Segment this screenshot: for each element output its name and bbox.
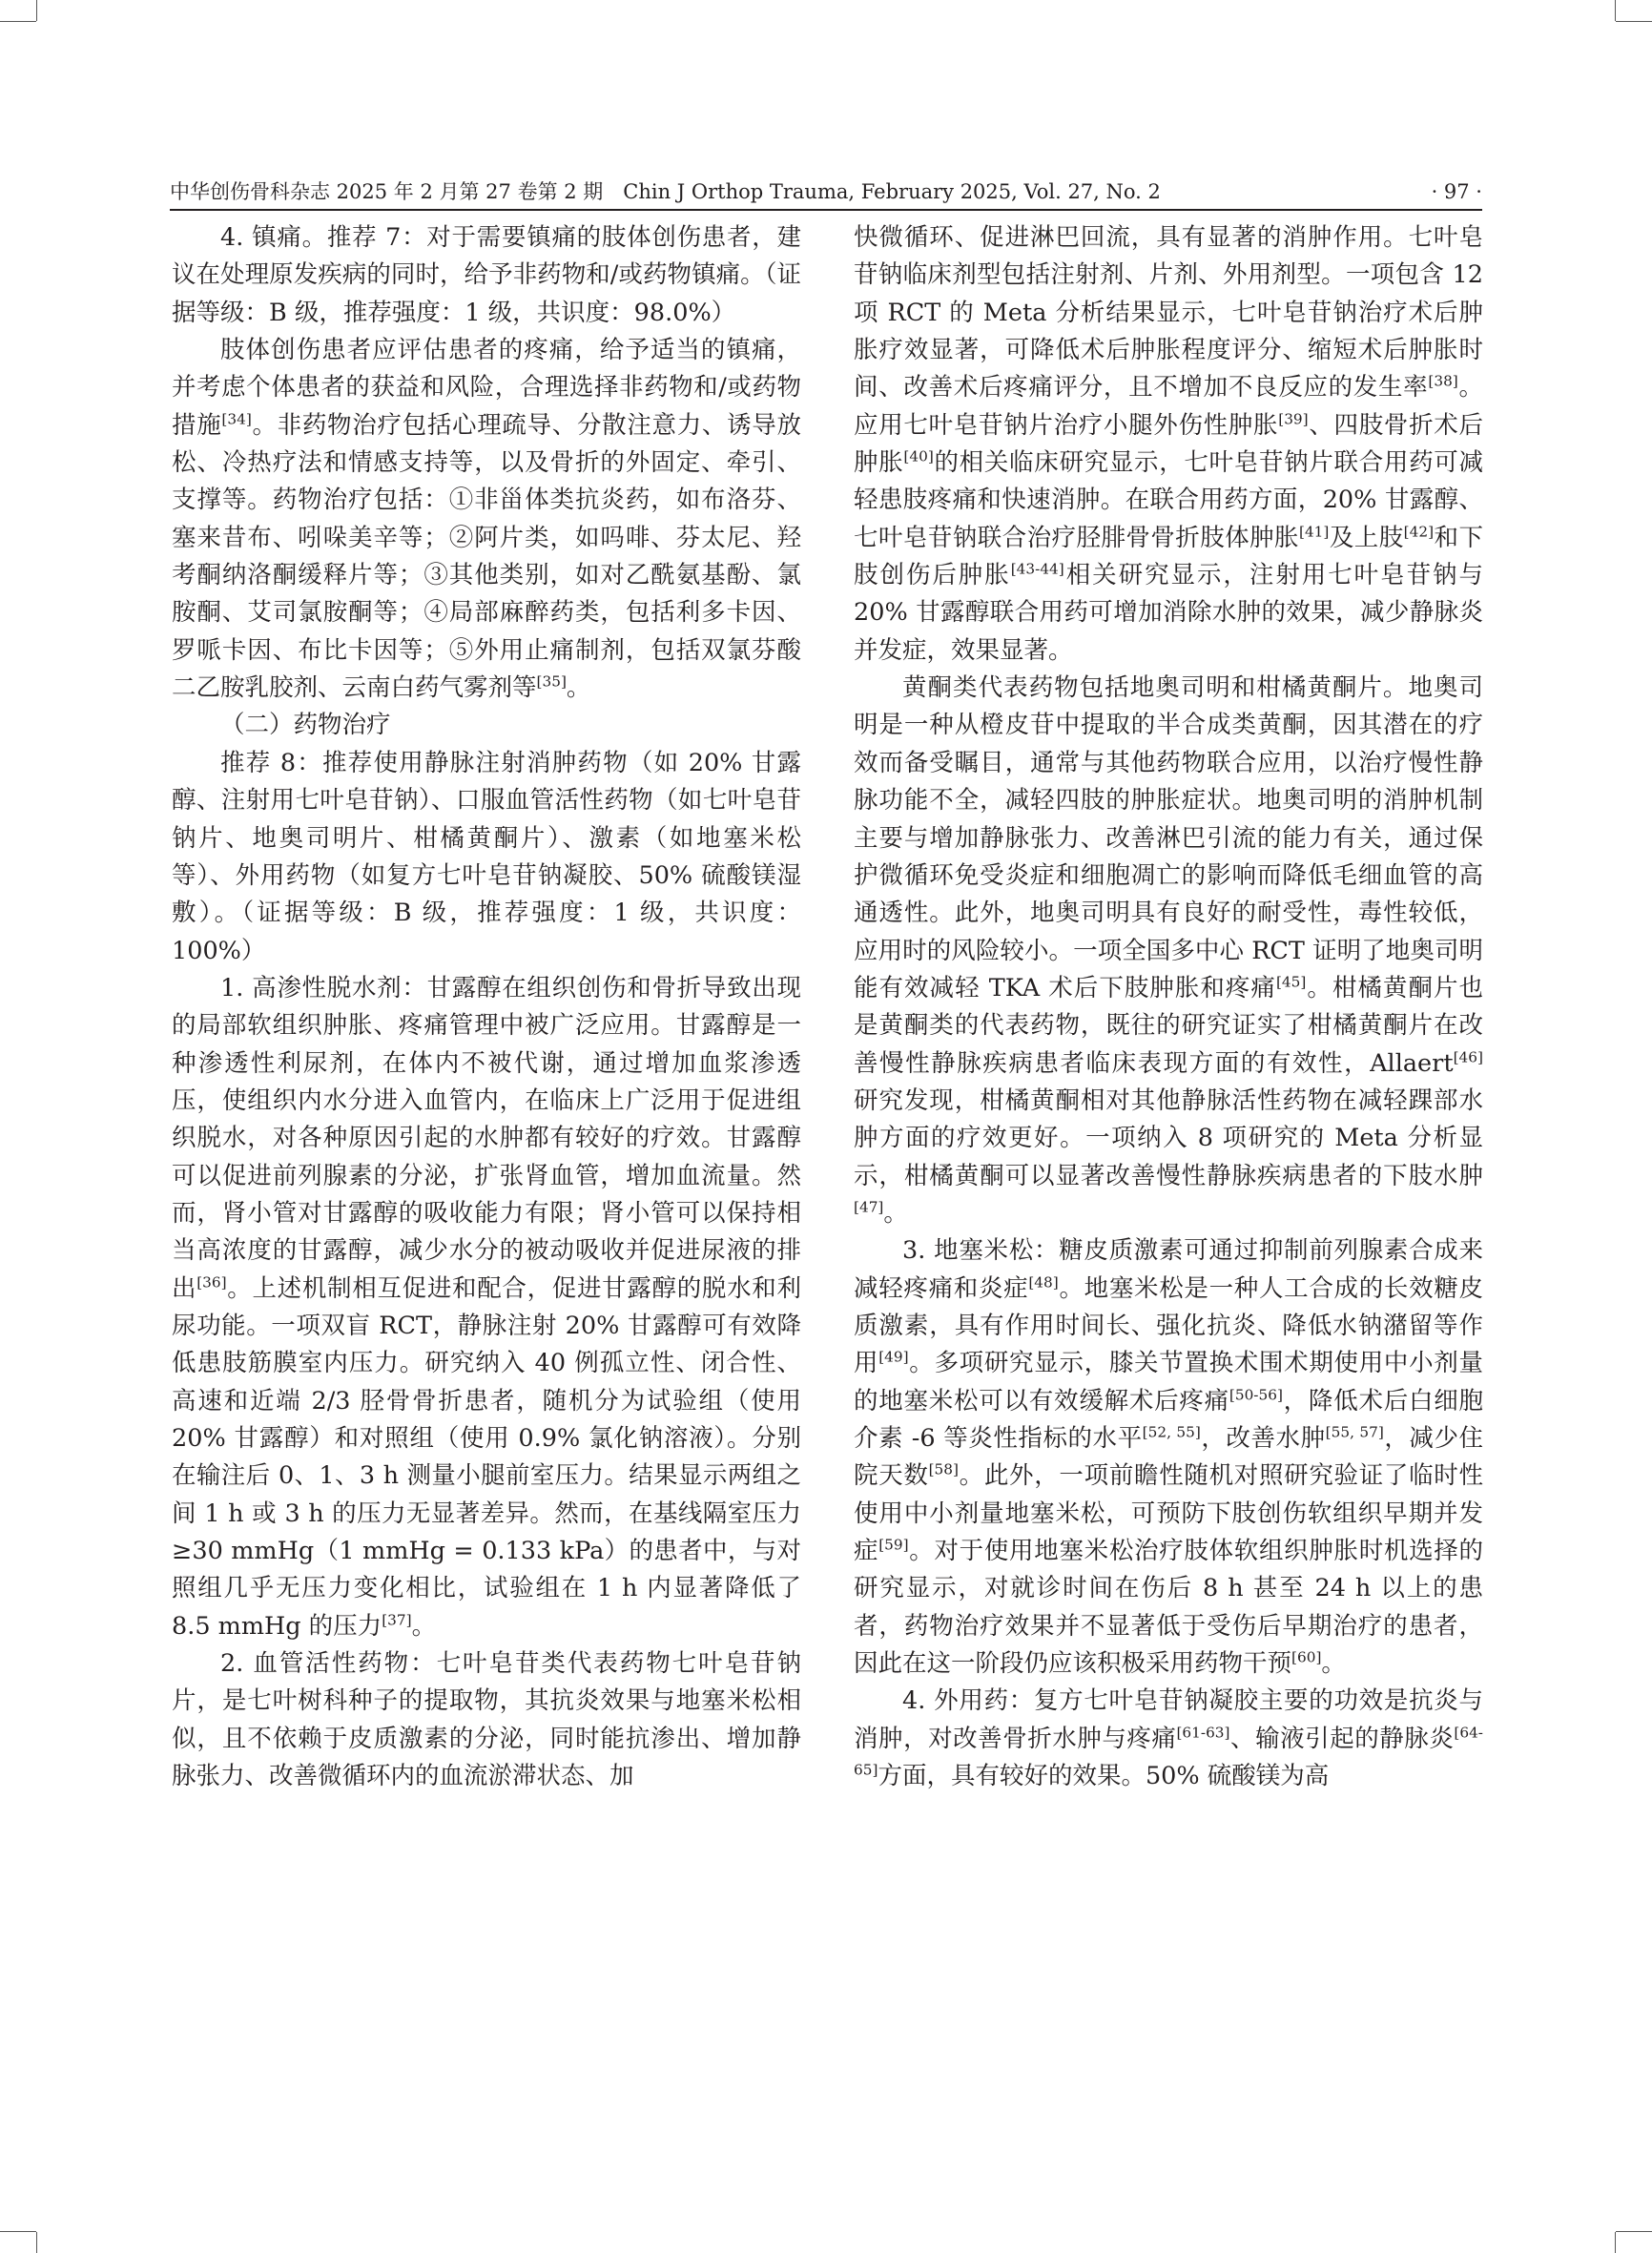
right-column bbox=[854, 219, 1483, 1795]
citation-ref: [43-44] bbox=[1010, 560, 1064, 578]
crop-mark bbox=[0, 2231, 36, 2232]
citation-ref: [37] bbox=[382, 1611, 412, 1629]
crop-mark bbox=[1616, 2231, 1652, 2232]
paragraph: 2. 血管活性药物：七叶皂苷类代表药物七叶皂苷钠片，是七叶树科种子的提取物，其抗炎效果与地塞米松相似，且不依赖于皮质激素的分泌，同时能抗渗出、增加静脉张力、改善微循环内的血流淤滞状态、加 bbox=[172, 1649, 801, 1791]
citation-ref: [35] bbox=[536, 672, 567, 691]
citation-ref: [48] bbox=[1028, 1273, 1059, 1292]
citation-ref: [61-63] bbox=[1176, 1724, 1230, 1742]
crop-mark bbox=[1616, 21, 1652, 22]
citation-ref: [64-65] bbox=[854, 1724, 1483, 1779]
citation-ref: [40] bbox=[903, 447, 934, 465]
citation-ref: [42] bbox=[1403, 523, 1435, 541]
paragraph: 肢体创伤患者应评估患者的疼痛，给予适当的镇痛，并考虑个体患者的获益和风险，合理选择非药物和/或药物措施[34]。非药物治疗包括心理疏导、分散注意力、诱导放松、冷热疗法和情感支持等，以及骨折的外固定、牵引、支撑等。药物治疗包括：①非甾体类抗炎药，如布洛芬、塞来昔布、吲哚美辛等；②阿片类，如吗啡、芬太尼、羟考酮纳洛酮缓释片等；③其他类别，如对乙酰氨基酚、氯胺酮、艾司氯胺酮等；④局部麻醉药类，包括利多卡因、罗哌卡因、布比卡因等；⑤外用止痛制剂，包括双氯芬酸二乙胺乳胶剂、云南白药气雾剂等[35]。 bbox=[172, 336, 801, 703]
left-column bbox=[172, 219, 801, 1795]
paragraph: 黄酮类代表药物包括地奥司明和柑橘黄酮片。地奥司明是一种从橙皮苷中提取的半合成类黄酮，因其潜在的疗效而备受瞩目，通常与其他药物联合应用，以治疗慢性静脉功能不全，减轻四肢的肿胀症状。地奥司明的消肿机制主要与增加静脉张力、改善淋巴引流的能力有关，通过保护微循环免受炎症和细胞凋亡的影响而降低毛细血管的高通透性。此外，地奥司明具有良好的耐受性，毒性较低，应用时的风险较小。一项全国多中心 RCT 证明了地奥司明能有效减轻 TKA 术后下肢肿胀和疼痛[45]。柑橘黄酮片也是黄酮类的代表药物，既往的研究证实了柑橘黄酮片在改善慢性静脉疾病患者临床表现方面的有效性，Allaert[46] 研究发现，柑橘黄酮相对其他静脉活性药物在减轻踝部水肿方面的疗效更好。一项纳入 8 项研究的 Meta 分析显示，柑橘黄酮可以显著改善慢性静脉疾病患者的下肢水肿[47]。 bbox=[854, 673, 1483, 1228]
crop-mark bbox=[1615, 2232, 1616, 2253]
citation-ref: [47] bbox=[854, 1198, 884, 1216]
paragraph: 4. 镇痛。推荐 7：对于需要镇痛的肢体创伤患者，建议在处理原发疾病的同时，给予非药物和/或药物镇痛。（证据等级：B 级，推荐强度：1 级，共识度：98.0%） bbox=[172, 223, 801, 327]
crop-mark bbox=[0, 21, 36, 22]
crop-mark bbox=[36, 2232, 37, 2253]
citation-ref: [41] bbox=[1298, 523, 1330, 541]
citation-ref: [55, 57] bbox=[1325, 1423, 1384, 1441]
citation-ref: [45] bbox=[1275, 973, 1307, 991]
citation-ref: [52, 55] bbox=[1142, 1423, 1201, 1441]
citation-ref: [46] bbox=[1453, 1048, 1483, 1066]
paragraph: 推荐 8：推荐使用静脉注射消肿药物（如 20% 甘露醇、注射用七叶皂苷钠）、口服血管活性药物（如七叶皂苷钠片、地奥司明片、柑橘黄酮片）、激素（如地塞米松等）、外用药物（如复方七叶皂苷钠凝胶、50% 硫酸镁湿敷）。（证据等级：B 级，推荐强度：1 级，共识度：100%） bbox=[172, 748, 801, 965]
citation-ref: [50-56] bbox=[1229, 1386, 1283, 1404]
page-number: · 97 · bbox=[1431, 180, 1482, 203]
section-heading: （二）药物治疗 bbox=[220, 711, 391, 740]
crop-mark bbox=[1615, 0, 1616, 21]
paragraph: 快微循环、促进淋巴回流，具有显著的消肿作用。七叶皂苷钠临床剂型包括注射剂、片剂、外用剂型。一项包含 12 项 RCT 的 Meta 分析结果显示，七叶皂苷钠治疗术后肿胀疗效显著，可降低术后肿胀程度评分、缩短术后肿胀时间、改善术后疼痛评分，且不增加不良反应的发生率[38]。应用七叶皂苷钠片治疗小腿外伤性肿胀[39]、四肢骨折术后肿胀[40]的相关临床研究显示，七叶皂苷钠片联合用药可减轻患肢疼痛和快速消肿。在联合用药方面，20% 甘露醇、七叶皂苷钠联合治疗胫腓骨骨折肢体肿胀[41]及上肢[42]和下肢创伤后肿胀[43-44]相关研究显示，注射用七叶皂苷钠与 20% 甘露醇联合用药可增加消除水肿的效果，减少静脉炎并发症，效果显著。 bbox=[854, 223, 1483, 665]
citation-ref: [49] bbox=[878, 1348, 909, 1366]
citation-ref: [60] bbox=[1291, 1648, 1322, 1666]
citation-ref: [59] bbox=[878, 1536, 909, 1554]
citation-ref: [58] bbox=[928, 1460, 959, 1478]
citation-ref: [34] bbox=[221, 410, 252, 428]
citation-ref: [38] bbox=[1428, 372, 1458, 390]
paragraph: 1. 高渗性脱水剂：甘露醇在组织创伤和骨折导致出现的局部软组织肿胀、疼痛管理中被广泛应用。甘露醇是一种渗透性利尿剂，在体内不被代谢，通过增加血浆渗透压，使组织内水分进入血管内，在临床上广泛用于促进组织脱水，对各种原因引起的水肿都有较好的疗效。甘露醇可以促进前列腺素的分泌，扩张肾血管，增加血流量。然而，肾小管对甘露醇的吸收能力有限；肾小管可以保持相当高浓度的甘露醇，减少水分的被动吸收并促进尿液的排出[36]。上述机制相互促进和配合，促进甘露醇的脱水和利尿功能。一项双盲 RCT，静脉注射 20% 甘露醇可有效降低患肢筋膜室内压力。研究纳入 40 例孤立性、闭合性、高速和近端 2/3 胫骨骨折患者，随机分为试验组（使用 20% 甘露醇）和对照组（使用 0.9% 氯化钠溶液）。分别在输注后 0、1、3 h 测量小腿前室压力。结果显示两组之间 1 h 或 3 h 的压力无显著差异。然而，在基线隔室压力 ≥30 mmHg（1 mmHg = 0.133 kPa）的患者中，与对照组几乎无压力变化相比，试验组在 1 h 内显著降低了 8.5 mmHg 的压力[37]。 bbox=[172, 973, 801, 1641]
running-header bbox=[170, 177, 1482, 206]
header-rule bbox=[170, 209, 1482, 211]
citation-ref: [39] bbox=[1278, 410, 1309, 428]
citation-ref: [36] bbox=[196, 1273, 227, 1292]
paragraph: 3. 地塞米松：糖皮质激素可通过抑制前列腺素合成来减轻疼痛和炎症[48]。地塞米松是一种人工合成的长效糖皮质激素，具有作用时间长、强化抗炎、降低水钠潴留等作用[49]。多项研究显示，膝关节置换术围术期使用中小剂量的地塞米松可以有效缓解术后疼痛[50-56]，降低术后白细胞介素 -6 等炎性指标的水平[52, 55]，改善水肿[55, 57]，减少住院天数[58]。此外，一项前瞻性随机对照研究验证了临时性使用中小剂量地塞米松，可预防下肢创伤软组织早期并发症[59]。对于使用地塞米松治疗肢体软组织肿胀时机选择的研究显示，对就诊时间在伤后 8 h 甚至 24 h 以上的患者，药物治疗效果并不显著低于受伤后早期治疗的患者，因此在这一阶段仍应该积极采用药物干预[60]。 bbox=[854, 1236, 1484, 1679]
journal-citation: 中华创伤骨科杂志 2025 年 2 月第 27 卷第 2 期 Chin J Orthop Trauma, February 2025, Vol. 27, No. 2 bbox=[170, 180, 1161, 203]
paragraph: 4. 外用药：复方七叶皂苷钠凝胶主要的功效是抗炎与消肿，对改善骨折水肿与疼痛[61-63]、输液引起的静脉炎[64-65]方面，具有较好的效果。50% 硫酸镁为高 bbox=[854, 1686, 1483, 1791]
crop-mark bbox=[36, 0, 37, 21]
